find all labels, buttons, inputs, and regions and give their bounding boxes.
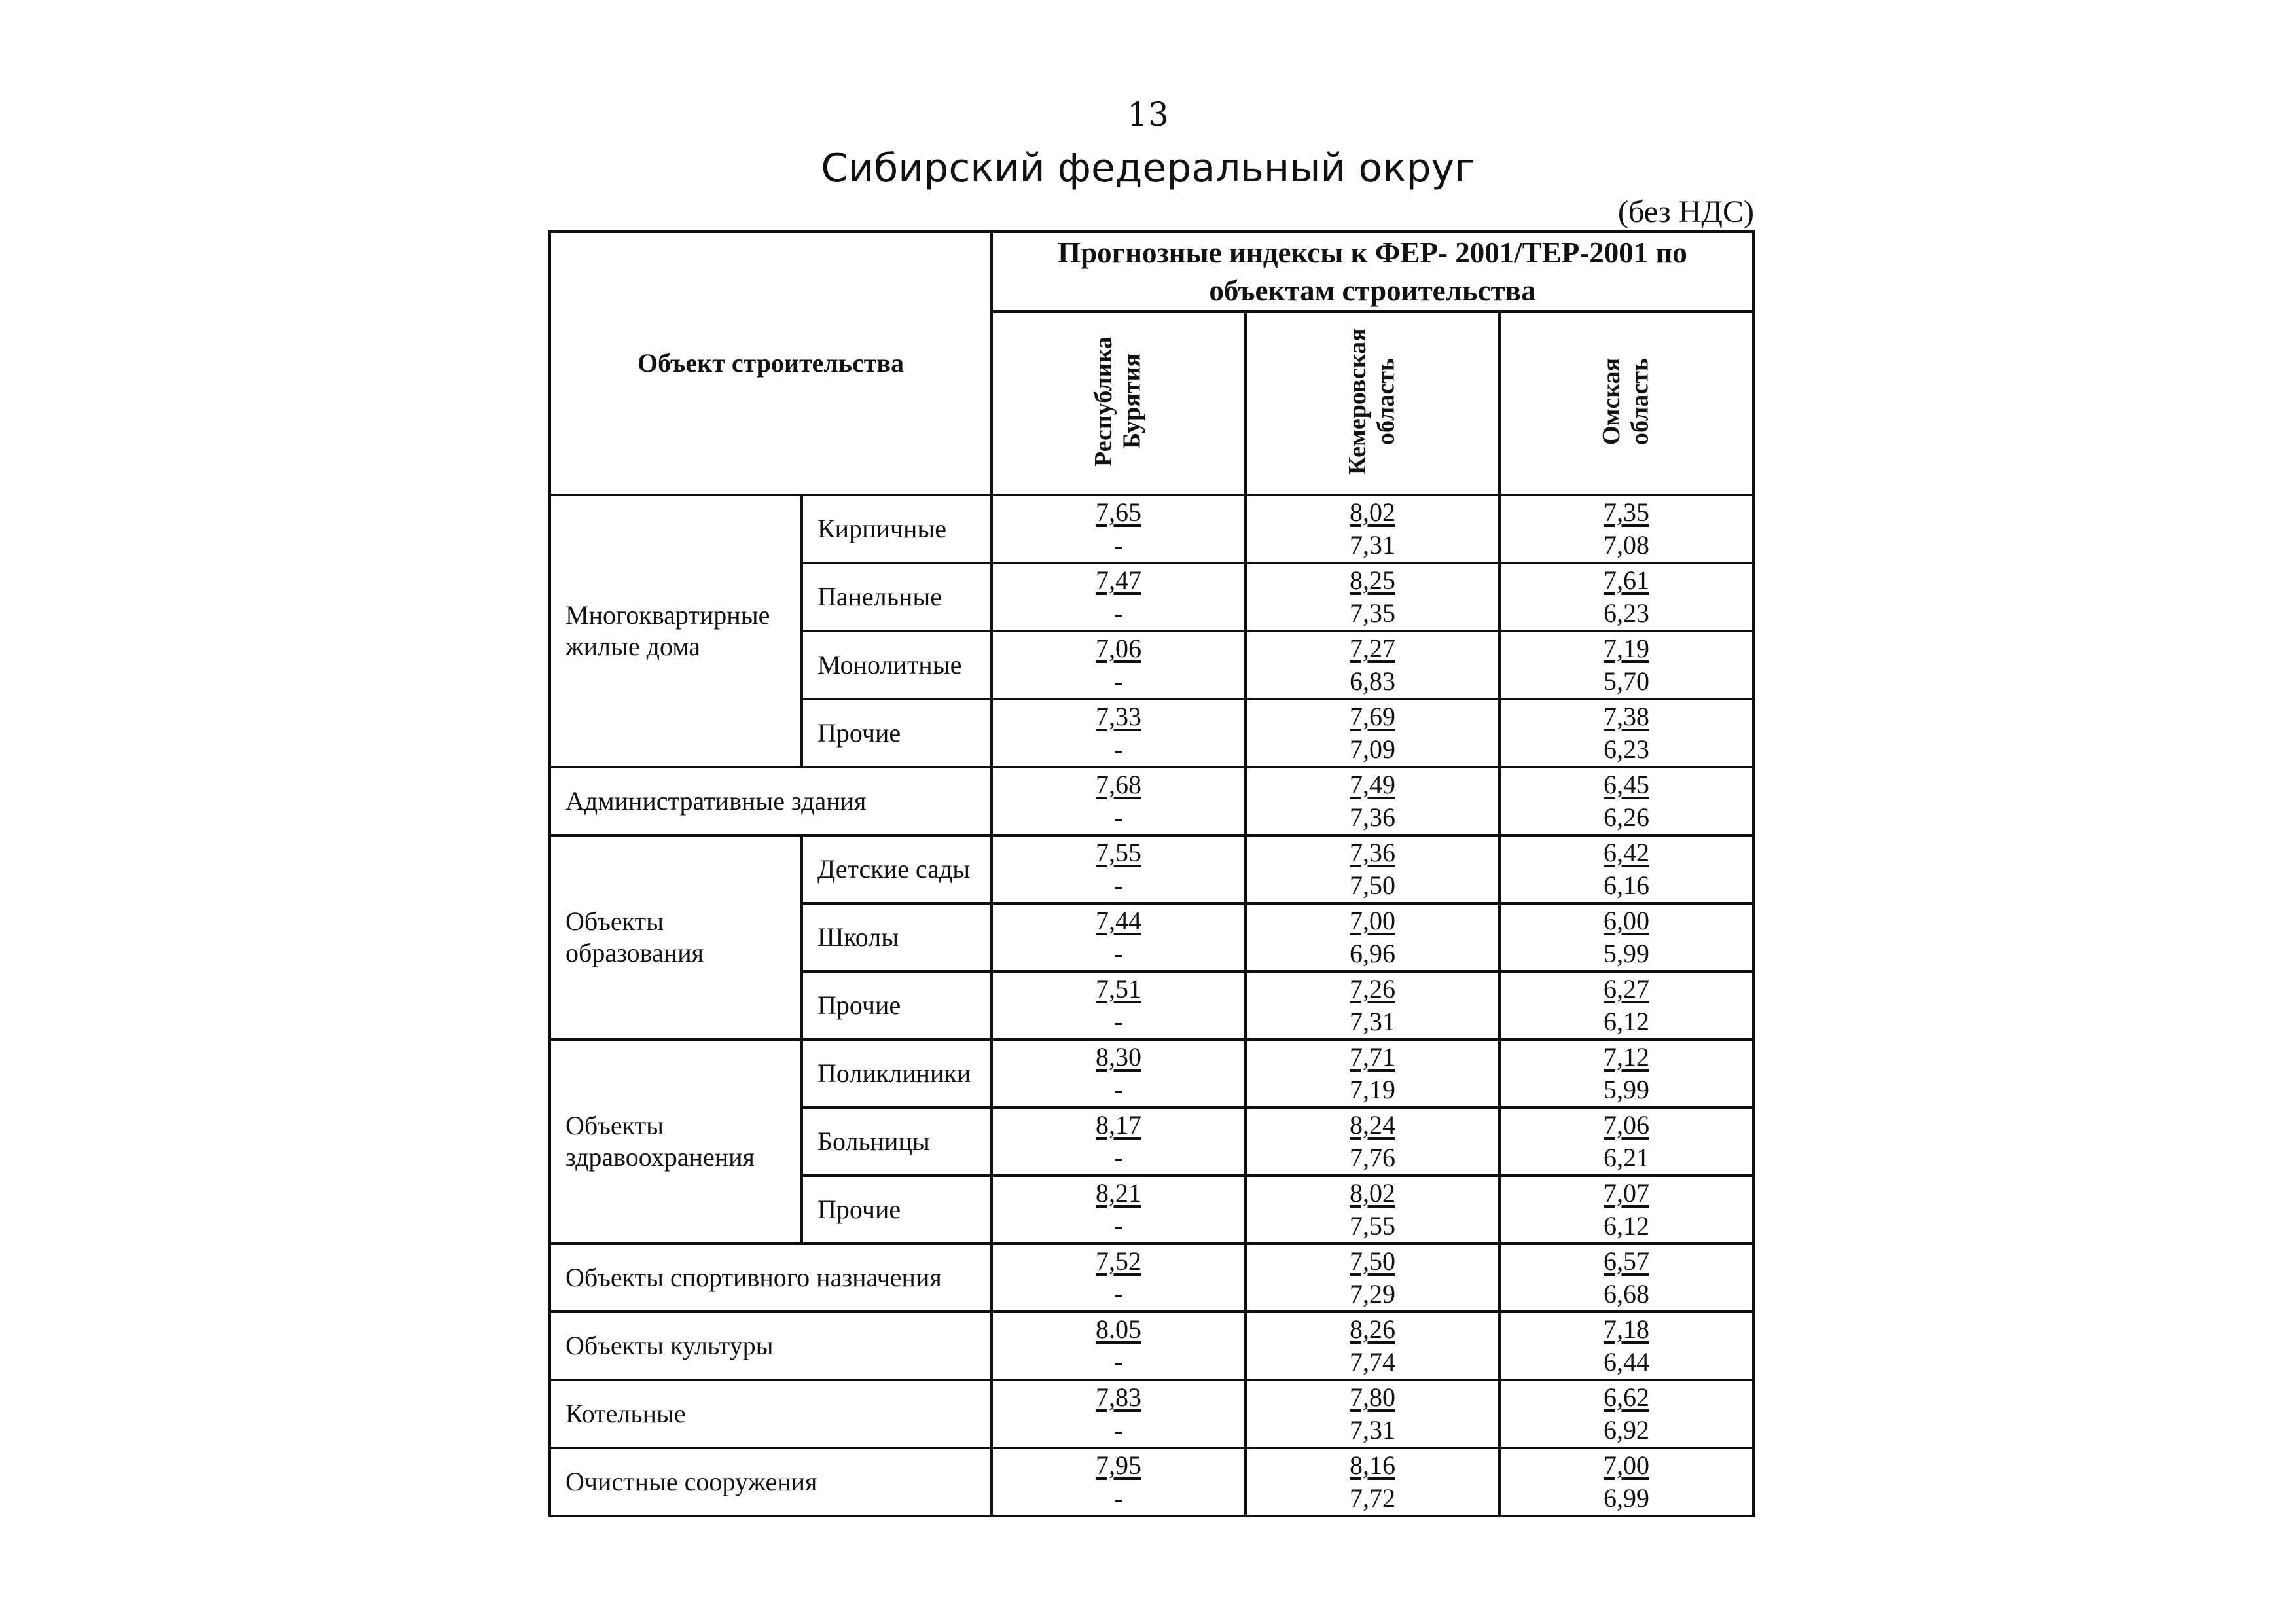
table-row: [550, 767, 1753, 835]
index-value-upper: 7,52: [1096, 1246, 1141, 1276]
index-value-cell: [1499, 1108, 1753, 1176]
index-value-cell: [1499, 835, 1753, 903]
index-value-upper: 8,02: [1350, 497, 1395, 527]
index-value-cell: [1499, 1448, 1753, 1516]
index-value-cell: [1246, 1039, 1499, 1108]
index-value-lower: 6,23: [1604, 598, 1649, 628]
index-value-upper: 7,49: [1350, 770, 1395, 799]
index-value-upper: 7,80: [1350, 1382, 1395, 1412]
index-value-lower: 6,16: [1604, 871, 1649, 900]
index-value-lower: 7,31: [1350, 530, 1395, 560]
category-label: Очистные сооружения: [550, 1448, 992, 1516]
index-value-upper: 7,65: [1096, 497, 1141, 527]
index-value-lower: 7,36: [1350, 803, 1395, 832]
index-value-lower: -: [1114, 666, 1123, 696]
index-value-cell: [1499, 767, 1753, 835]
index-value-lower: 7,76: [1350, 1143, 1395, 1172]
index-value-upper: 7,36: [1350, 838, 1395, 867]
index-value-cell: [1246, 563, 1499, 631]
index-value-lower: -: [1114, 1347, 1123, 1377]
index-value-lower: -: [1114, 1007, 1123, 1036]
index-value-cell: [1499, 563, 1753, 631]
index-value-cell: [1499, 903, 1753, 971]
table-body: [550, 495, 1753, 1516]
index-value-lower: -: [1114, 1211, 1123, 1240]
category-label: Объекты спортивного назначения: [550, 1244, 992, 1312]
index-value-upper: 7,95: [1096, 1451, 1141, 1480]
index-value-upper: 8,02: [1350, 1178, 1395, 1208]
index-value-lower: 7,08: [1604, 530, 1649, 560]
index-value-lower: 6,96: [1350, 939, 1395, 968]
index-value-cell: [992, 1176, 1246, 1244]
subcategory-label: Детские сады: [802, 835, 992, 903]
index-value-lower: 7,31: [1350, 1007, 1395, 1036]
index-value-upper: 8,26: [1350, 1314, 1395, 1344]
subcategory-label: Поликлиники: [802, 1039, 992, 1108]
index-value-lower: 5,99: [1604, 1075, 1649, 1104]
subcategory-label: Монолитные: [802, 631, 992, 699]
header-object: Объект строительства: [550, 232, 992, 495]
index-value-upper: 8,21: [1096, 1178, 1141, 1208]
index-value-lower: 6,92: [1604, 1415, 1649, 1445]
index-value-upper: 7,68: [1096, 770, 1141, 799]
index-value-upper: 7,47: [1096, 566, 1141, 595]
index-value-cell: [1499, 1039, 1753, 1108]
index-value-upper: 6,62: [1604, 1382, 1649, 1412]
subcategory-label: Кирпичные: [802, 495, 992, 563]
index-value-cell: [992, 835, 1246, 903]
index-value-lower: -: [1114, 871, 1123, 900]
index-value-upper: 7,07: [1604, 1178, 1649, 1208]
index-value-upper: 7,00: [1350, 906, 1395, 935]
index-value-lower: 6,23: [1604, 734, 1649, 764]
index-value-lower: 5,70: [1604, 666, 1649, 696]
subcategory-label: Больницы: [802, 1108, 992, 1176]
subcategory-label: Прочие: [802, 1176, 992, 1244]
index-value-cell: [1246, 1312, 1499, 1380]
index-value-cell: [992, 971, 1246, 1039]
index-value-lower: 5,99: [1604, 939, 1649, 968]
index-value-lower: -: [1114, 1483, 1123, 1513]
header-region-omsk: [1499, 312, 1753, 495]
index-value-lower: 6,99: [1604, 1483, 1649, 1513]
header-region-label: Кемеровская область: [1344, 328, 1400, 475]
index-value-upper: 8,25: [1350, 566, 1395, 595]
index-value-upper: 6,00: [1604, 906, 1649, 935]
index-value-cell: [1499, 1176, 1753, 1244]
index-value-upper: 7,19: [1604, 634, 1649, 663]
index-value-upper: 7,44: [1096, 906, 1141, 935]
table-row: [550, 495, 1753, 563]
index-value-upper: 7,55: [1096, 838, 1141, 867]
index-value-upper: 7,06: [1096, 634, 1141, 663]
header-region-label: Омская область: [1598, 357, 1654, 446]
index-value-cell: [992, 563, 1246, 631]
index-value-cell: [992, 1244, 1246, 1312]
vat-note: (без НДС): [1617, 194, 1754, 229]
index-value-lower: 7,09: [1350, 734, 1395, 764]
index-table: [548, 230, 1755, 1517]
index-value-lower: 7,55: [1350, 1211, 1395, 1240]
index-value-upper: 7,33: [1096, 702, 1141, 731]
table-header: [550, 232, 1753, 495]
subcategory-label: Школы: [802, 903, 992, 971]
index-value-lower: -: [1114, 598, 1123, 628]
index-value-cell: [992, 1039, 1246, 1108]
index-value-lower: 7,74: [1350, 1347, 1395, 1377]
index-value-lower: 6,21: [1604, 1143, 1649, 1172]
category-label: Многоквартирные жилые дома: [550, 495, 802, 767]
page-title: Сибирский федеральный округ: [821, 145, 1475, 191]
index-value-cell: [1499, 699, 1753, 767]
index-value-cell: [1246, 1108, 1499, 1176]
index-value-cell: [1246, 835, 1499, 903]
index-value-upper: 6,42: [1604, 838, 1649, 867]
index-value-cell: [1499, 631, 1753, 699]
index-value-upper: 8,16: [1350, 1451, 1395, 1480]
index-value-upper: 7,26: [1350, 974, 1395, 1003]
index-value-cell: [1499, 1244, 1753, 1312]
table-row: [550, 1312, 1753, 1380]
index-value-upper: 7,71: [1350, 1042, 1395, 1072]
table-row: [550, 1244, 1753, 1312]
category-label: Объекты здравоохранения: [550, 1039, 802, 1244]
index-value-upper: 7,35: [1604, 497, 1649, 527]
index-value-cell: [1246, 971, 1499, 1039]
index-value-cell: [992, 1448, 1246, 1516]
index-value-lower: 6,68: [1604, 1279, 1649, 1308]
index-value-upper: 6,57: [1604, 1246, 1649, 1276]
table-row: [550, 835, 1753, 903]
index-value-cell: [1499, 495, 1753, 563]
index-value-lower: -: [1114, 803, 1123, 832]
index-value-upper: 7,61: [1604, 566, 1649, 595]
index-value-cell: [992, 1312, 1246, 1380]
index-value-cell: [1246, 1244, 1499, 1312]
table-row: [550, 1380, 1753, 1448]
index-value-lower: -: [1114, 1279, 1123, 1308]
index-value-lower: 6,12: [1604, 1007, 1649, 1036]
index-value-upper: 7,51: [1096, 974, 1141, 1003]
index-value-upper: 8,24: [1350, 1110, 1395, 1140]
index-value-upper: 8,30: [1096, 1042, 1141, 1072]
index-value-cell: [992, 631, 1246, 699]
index-value-cell: [1246, 1448, 1499, 1516]
index-value-cell: [1246, 767, 1499, 835]
index-value-lower: -: [1114, 530, 1123, 560]
table-row: [550, 1039, 1753, 1108]
index-value-cell: [1246, 495, 1499, 563]
index-value-upper: 8,17: [1096, 1110, 1141, 1140]
header-region-label: Республика Бурятия: [1090, 336, 1146, 467]
index-value-lower: 6,83: [1350, 666, 1395, 696]
header-main: Прогнозные индексы к ФЕР- 2001/ТЕР-2001 по объектам строительства: [992, 232, 1753, 312]
index-value-lower: -: [1114, 1415, 1123, 1445]
index-value-upper: 7,50: [1350, 1246, 1395, 1276]
header-region-kemerovo: [1246, 312, 1499, 495]
index-value-lower: 6,12: [1604, 1211, 1649, 1240]
subcategory-label: Прочие: [802, 971, 992, 1039]
index-value-lower: 7,50: [1350, 871, 1395, 900]
index-value-cell: [992, 903, 1246, 971]
index-value-upper: 6,27: [1604, 974, 1649, 1003]
index-value-upper: 7,27: [1350, 634, 1395, 663]
index-value-cell: [1246, 631, 1499, 699]
index-value-cell: [1246, 903, 1499, 971]
index-value-lower: 6,26: [1604, 803, 1649, 832]
index-value-upper: 7,18: [1604, 1314, 1649, 1344]
page-number: 13: [1127, 96, 1169, 134]
category-label: Котельные: [550, 1380, 992, 1448]
index-value-upper: 7,69: [1350, 702, 1395, 731]
index-value-upper: 7,00: [1604, 1451, 1649, 1480]
index-value-upper: 6,45: [1604, 770, 1649, 799]
index-value-cell: [1499, 1312, 1753, 1380]
index-value-lower: 7,29: [1350, 1279, 1395, 1308]
index-value-cell: [992, 1380, 1246, 1448]
index-value-cell: [1499, 971, 1753, 1039]
index-value-cell: [992, 699, 1246, 767]
category-label: Объекты образования: [550, 835, 802, 1039]
index-value-cell: [992, 767, 1246, 835]
index-value-lower: -: [1114, 1075, 1123, 1104]
index-value-upper: 8.05: [1096, 1314, 1141, 1344]
index-value-lower: 7,72: [1350, 1483, 1395, 1513]
index-value-cell: [1246, 1380, 1499, 1448]
category-label: Административные здания: [550, 767, 992, 835]
index-value-cell: [1499, 1380, 1753, 1448]
index-value-lower: -: [1114, 734, 1123, 764]
subcategory-label: Панельные: [802, 563, 992, 631]
index-value-cell: [1246, 699, 1499, 767]
subcategory-label: Прочие: [802, 699, 992, 767]
index-value-cell: [992, 495, 1246, 563]
index-value-lower: 7,35: [1350, 598, 1395, 628]
index-value-lower: 7,19: [1350, 1075, 1395, 1104]
header-region-buryatia: [992, 312, 1246, 495]
index-value-lower: 6,44: [1604, 1347, 1649, 1377]
index-value-cell: [1246, 1176, 1499, 1244]
index-value-lower: -: [1114, 939, 1123, 968]
index-value-upper: 7,83: [1096, 1382, 1141, 1412]
index-value-cell: [992, 1108, 1246, 1176]
index-value-lower: 7,31: [1350, 1415, 1395, 1445]
index-value-upper: 7,12: [1604, 1042, 1649, 1072]
index-value-upper: 7,06: [1604, 1110, 1649, 1140]
table-row: [550, 1448, 1753, 1516]
category-label: Объекты культуры: [550, 1312, 992, 1380]
index-value-upper: 7,38: [1604, 702, 1649, 731]
index-value-lower: -: [1114, 1143, 1123, 1172]
